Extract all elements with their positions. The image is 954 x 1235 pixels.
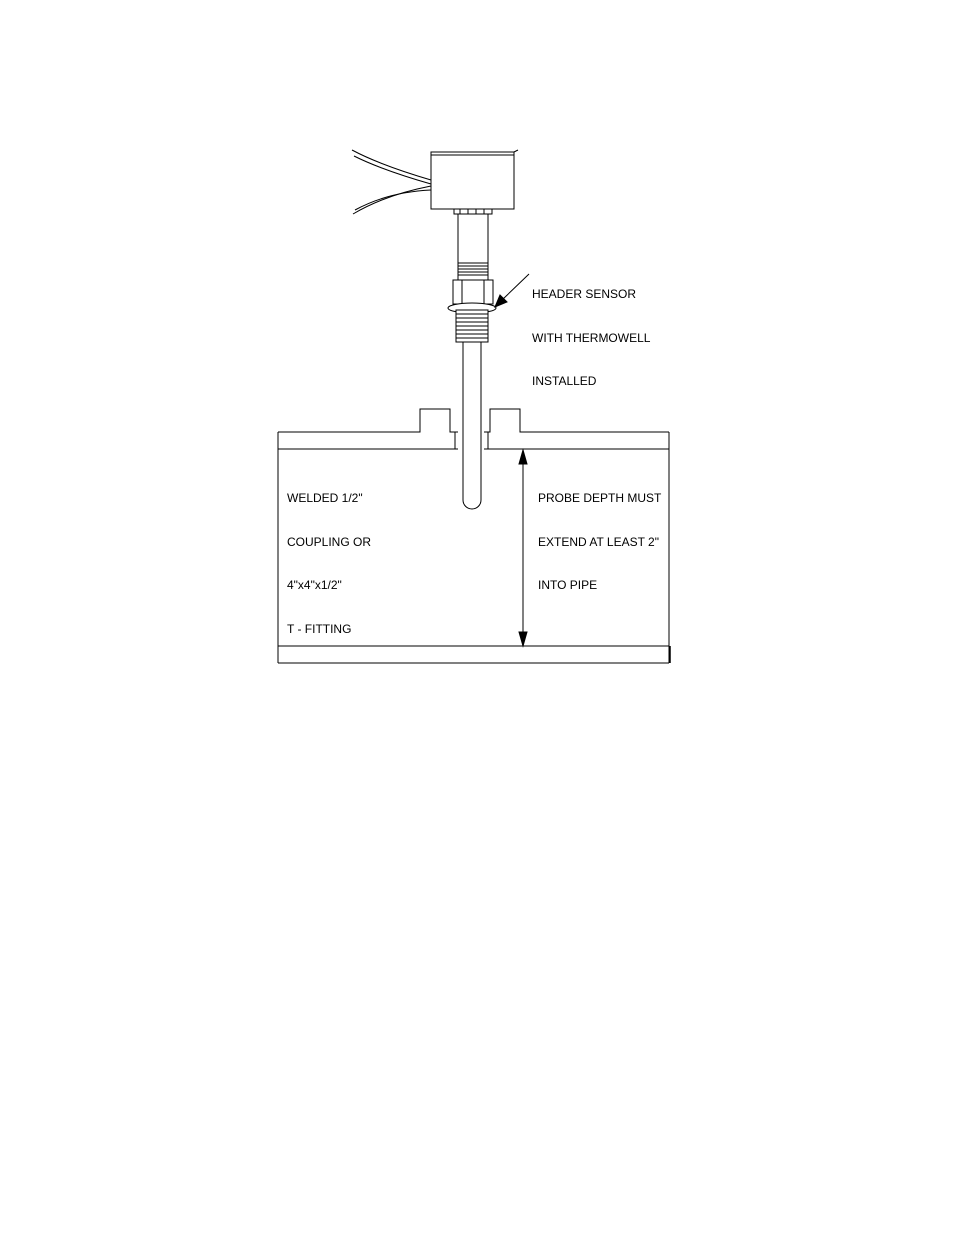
header-sensor-label-line: WITH THERMOWELL bbox=[532, 330, 651, 345]
header-sensor-label bbox=[532, 258, 650, 403]
coupling-label-line: COUPLING OR bbox=[287, 534, 372, 549]
thermowell-threads bbox=[456, 310, 488, 342]
probe-depth-label-line: PROBE DEPTH MUST bbox=[538, 491, 662, 505]
coupling-label-line: T - FITTING bbox=[287, 621, 352, 636]
header-sensor-label-line: HEADER SENSOR bbox=[532, 287, 637, 301]
coupling-label-line: 4"x4"x1/2" bbox=[287, 578, 342, 592]
probe-depth-label-line: EXTEND AT LEAST 2" bbox=[538, 534, 659, 549]
sensor-connector bbox=[454, 209, 492, 214]
probe-depth-label bbox=[538, 462, 661, 607]
coupling-label bbox=[287, 462, 371, 651]
probe-depth-dimension-arrow bbox=[519, 450, 527, 646]
coupling-label-line: WELDED 1/2" bbox=[287, 491, 363, 505]
sensor-head-housing bbox=[431, 150, 518, 209]
header-sensor-leader-arrow bbox=[495, 274, 529, 307]
header-sensor-label-line: INSTALLED bbox=[532, 374, 597, 388]
hex-nut bbox=[453, 280, 493, 304]
probe-depth-label-line: INTO PIPE bbox=[538, 578, 598, 592]
thermowell-probe bbox=[463, 342, 481, 509]
sensor-lead-wires bbox=[352, 150, 431, 214]
sensor-body-tube bbox=[458, 214, 488, 280]
